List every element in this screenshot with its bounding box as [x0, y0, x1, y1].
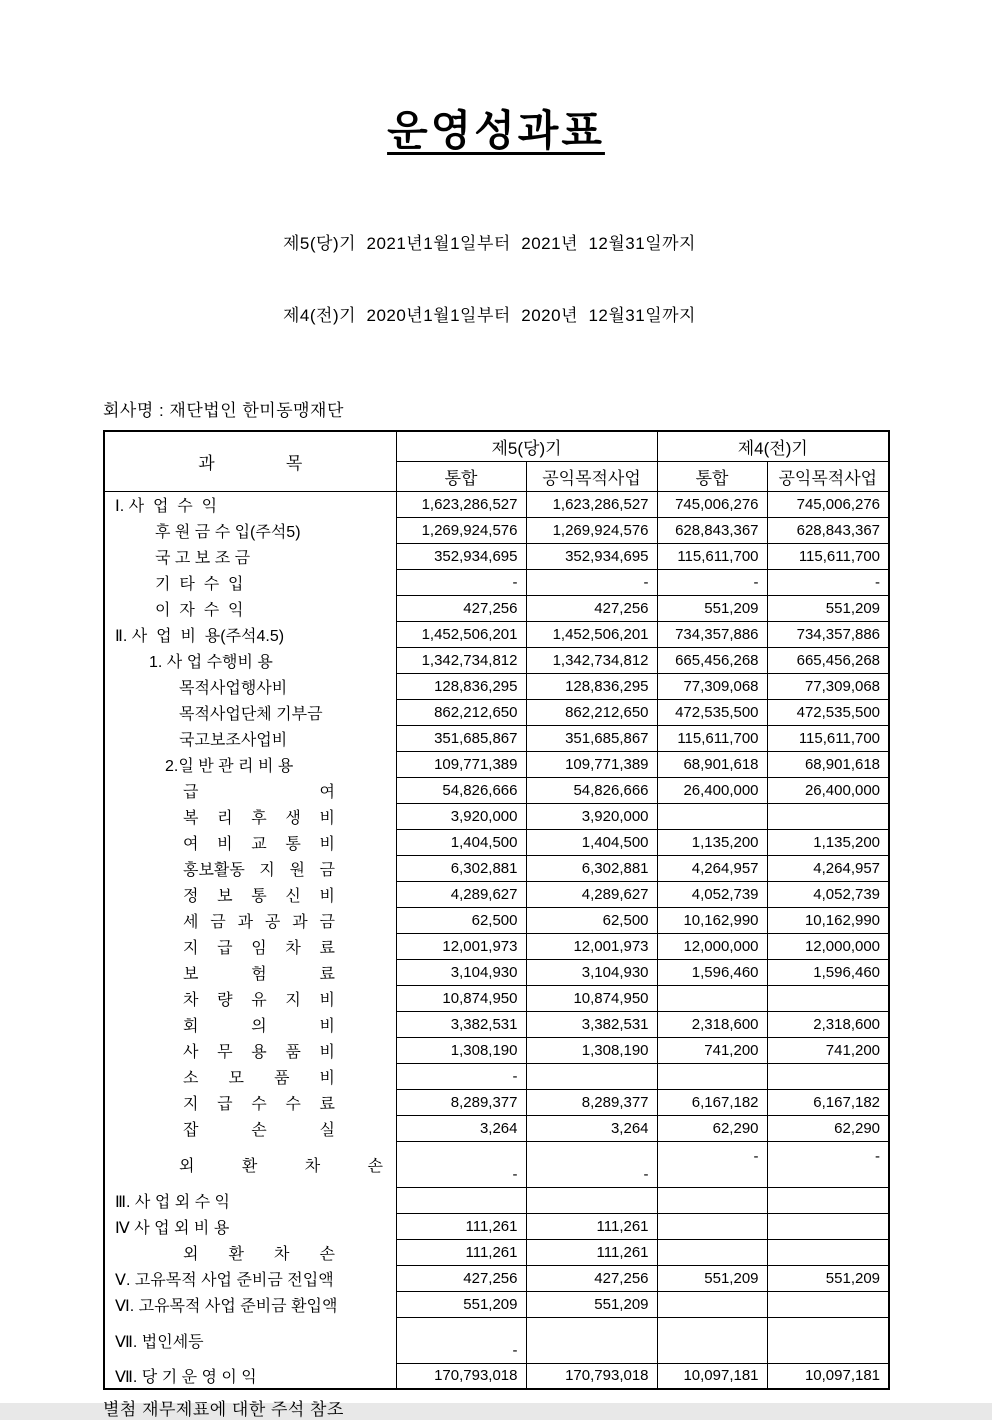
- account-label: 외 환 차 손: [183, 1245, 335, 1263]
- account-label-cell: [104, 1115, 396, 1141]
- col-header-public-purpose-previous: 공익목적사업: [767, 461, 889, 491]
- value-cell: 734,357,886: [767, 621, 889, 647]
- value-cell: 665,456,268: [767, 647, 889, 673]
- account-label-cell: Ⅶ. 법인세등: [104, 1317, 396, 1363]
- value-cell: 3,264: [396, 1115, 526, 1141]
- table-row: [104, 751, 889, 777]
- value-cell: 745,006,276: [657, 491, 767, 517]
- value-cell: 352,934,695: [526, 543, 657, 569]
- value-cell: 109,771,389: [526, 751, 657, 777]
- table-body: [104, 491, 889, 1389]
- value-cell: 3,264: [526, 1115, 657, 1141]
- value-cell: 1,342,734,812: [526, 647, 657, 673]
- value-cell: 665,456,268: [657, 647, 767, 673]
- table-row: [104, 1239, 889, 1265]
- value-cell: 3,382,531: [396, 1011, 526, 1037]
- table-row: [104, 829, 889, 855]
- table-row: [104, 777, 889, 803]
- value-cell: 111,261: [526, 1213, 657, 1239]
- value-cell: 4,264,957: [767, 855, 889, 881]
- table-row: [104, 725, 889, 751]
- value-cell: 472,535,500: [767, 699, 889, 725]
- table-row: [104, 1063, 889, 1089]
- account-label-cell: [104, 933, 396, 959]
- account-label-cell: 이 자 수 익: [104, 595, 396, 621]
- value-cell: 352,934,695: [396, 543, 526, 569]
- value-cell: 6,302,881: [396, 855, 526, 881]
- table-row: [104, 933, 889, 959]
- value-cell: 1,623,286,527: [526, 491, 657, 517]
- table-row: [104, 595, 889, 621]
- value-cell: 551,209: [767, 595, 889, 621]
- value-cell: [657, 1291, 767, 1317]
- account-label-cell: [104, 985, 396, 1011]
- account-label: 회 의 비: [183, 1017, 335, 1035]
- table-row: [104, 673, 889, 699]
- value-cell: 862,212,650: [396, 699, 526, 725]
- value-cell: 12,001,973: [526, 933, 657, 959]
- value-cell: 1,308,190: [526, 1037, 657, 1063]
- account-label-cell: [104, 1063, 396, 1089]
- value-cell: 745,006,276: [767, 491, 889, 517]
- value-cell: 62,500: [526, 907, 657, 933]
- account-label-cell: 1. 사 업 수행비 용: [104, 647, 396, 673]
- account-label: 잡 손 실: [183, 1121, 335, 1139]
- value-cell: 472,535,500: [657, 699, 767, 725]
- value-cell: 6,167,182: [767, 1089, 889, 1115]
- table-row: [104, 1037, 889, 1063]
- account-label-cell: [104, 803, 396, 829]
- value-cell: 111,261: [396, 1213, 526, 1239]
- table-row: [104, 803, 889, 829]
- table-row: [104, 569, 889, 595]
- value-cell: 1,452,506,201: [396, 621, 526, 647]
- value-cell: [657, 1063, 767, 1089]
- value-cell: 26,400,000: [767, 777, 889, 803]
- value-cell: 4,289,627: [526, 881, 657, 907]
- account-label: 정 보 통 신 비: [183, 887, 335, 905]
- account-label: 사 무 용 품 비: [183, 1043, 335, 1061]
- value-cell: 68,901,618: [657, 751, 767, 777]
- table-row: [104, 1141, 889, 1187]
- value-cell: 2,318,600: [767, 1011, 889, 1037]
- account-label-cell: [104, 881, 396, 907]
- value-cell: 427,256: [526, 1265, 657, 1291]
- value-cell: -: [767, 1141, 889, 1187]
- value-cell: 77,309,068: [657, 673, 767, 699]
- account-label-cell: [104, 829, 396, 855]
- account-label: 차 량 유 지 비: [183, 991, 335, 1009]
- account-label-cell: Ⅲ. 사 업 외 수 익: [104, 1187, 396, 1213]
- value-cell: 10,874,950: [396, 985, 526, 1011]
- account-label: 보 험 료: [183, 965, 335, 983]
- value-cell: 111,261: [526, 1239, 657, 1265]
- value-cell: 551,209: [657, 595, 767, 621]
- value-cell: 427,256: [396, 595, 526, 621]
- value-cell: [767, 1213, 889, 1239]
- value-cell: 54,826,666: [526, 777, 657, 803]
- value-cell: 128,836,295: [526, 673, 657, 699]
- value-cell: 115,611,700: [657, 543, 767, 569]
- value-cell: [657, 1317, 767, 1363]
- table-row: [104, 1115, 889, 1141]
- account-label: 외 환 차 손: [179, 1157, 383, 1175]
- table-row: [104, 1317, 889, 1363]
- value-cell: 628,843,367: [767, 517, 889, 543]
- value-cell: 741,200: [767, 1037, 889, 1063]
- account-label-cell: Ⅵ. 고유목적 사업 준비금 환입액: [104, 1291, 396, 1317]
- account-label-cell: 국 고 보 조 금: [104, 543, 396, 569]
- period-5-header: 제5(당)기: [396, 431, 657, 461]
- value-cell: 351,685,867: [396, 725, 526, 751]
- value-cell: 62,290: [767, 1115, 889, 1141]
- value-cell: 1,269,924,576: [396, 517, 526, 543]
- value-cell: 111,261: [396, 1239, 526, 1265]
- table-header: [104, 431, 889, 491]
- value-cell: 551,209: [767, 1265, 889, 1291]
- value-cell: 115,611,700: [767, 725, 889, 751]
- value-cell: 1,623,286,527: [396, 491, 526, 517]
- value-cell: 62,290: [657, 1115, 767, 1141]
- footnote: 별첨 재무제표에 대한 주석 참조: [103, 1400, 344, 1419]
- value-cell: [767, 985, 889, 1011]
- value-cell: 1,269,924,576: [526, 517, 657, 543]
- period-4-header: 제4(전)기: [657, 431, 889, 461]
- col-header-public-purpose-current: 공익목적사업: [526, 461, 657, 491]
- value-cell: 10,097,181: [657, 1363, 767, 1389]
- value-cell: 4,264,957: [657, 855, 767, 881]
- value-cell: 10,097,181: [767, 1363, 889, 1389]
- value-cell: [767, 1187, 889, 1213]
- value-cell: 62,500: [396, 907, 526, 933]
- value-cell: 8,289,377: [526, 1089, 657, 1115]
- account-label-cell: Ⅰ. 사 업 수 익: [104, 491, 396, 517]
- value-cell: 26,400,000: [657, 777, 767, 803]
- value-cell: 54,826,666: [396, 777, 526, 803]
- value-cell: -: [396, 1063, 526, 1089]
- value-cell: 6,302,881: [526, 855, 657, 881]
- table-row: [104, 517, 889, 543]
- account-label-cell: [104, 855, 396, 881]
- account-label-cell: Ⅶ. 당 기 운 영 이 익: [104, 1363, 396, 1389]
- value-cell: -: [396, 1141, 526, 1187]
- account-label-cell: 2.일 반 관 리 비 용: [104, 751, 396, 777]
- account-label-cell: [104, 1089, 396, 1115]
- table-row: [104, 1363, 889, 1389]
- table-row: [104, 1187, 889, 1213]
- subject-column-header-text: 과 목: [198, 453, 303, 473]
- value-cell: -: [657, 1141, 767, 1187]
- value-cell: [657, 803, 767, 829]
- value-cell: [767, 1063, 889, 1089]
- account-label-cell: 국고보조사업비: [104, 725, 396, 751]
- table-row: [104, 543, 889, 569]
- table-row: [104, 1291, 889, 1317]
- account-label-cell: 목적사업단체 기부금: [104, 699, 396, 725]
- value-cell: -: [657, 569, 767, 595]
- account-label: 복 리 후 생 비: [183, 809, 335, 827]
- value-cell: 115,611,700: [657, 725, 767, 751]
- value-cell: 12,000,000: [767, 933, 889, 959]
- value-cell: -: [396, 569, 526, 595]
- account-label-cell: Ⅴ. 고유목적 사업 준비금 전입액: [104, 1265, 396, 1291]
- account-label-cell: [104, 1037, 396, 1063]
- table-row: [104, 647, 889, 673]
- value-cell: 1,342,734,812: [396, 647, 526, 673]
- value-cell: 3,920,000: [396, 803, 526, 829]
- value-cell: 351,685,867: [526, 725, 657, 751]
- value-cell: [767, 1291, 889, 1317]
- table-row: [104, 621, 889, 647]
- value-cell: 1,135,200: [767, 829, 889, 855]
- account-label-cell: [104, 777, 396, 803]
- value-cell: [526, 1317, 657, 1363]
- col-header-total-previous: 통합: [657, 461, 767, 491]
- value-cell: [657, 1187, 767, 1213]
- value-cell: 10,874,950: [526, 985, 657, 1011]
- period-line-current: 제5(당)기 2021년1월1일부터 2021년 12월31일까지: [283, 234, 696, 253]
- value-cell: 2,318,600: [657, 1011, 767, 1037]
- value-cell: 1,596,460: [767, 959, 889, 985]
- value-cell: 77,309,068: [767, 673, 889, 699]
- value-cell: [767, 1317, 889, 1363]
- value-cell: 115,611,700: [767, 543, 889, 569]
- table-row: [104, 959, 889, 985]
- account-label-cell: [104, 1141, 396, 1187]
- value-cell: -: [767, 569, 889, 595]
- value-cell: 170,793,018: [526, 1363, 657, 1389]
- account-label: 여 비 교 통 비: [183, 835, 335, 853]
- col-header-total-current: 통합: [396, 461, 526, 491]
- value-cell: 170,793,018: [396, 1363, 526, 1389]
- value-cell: 741,200: [657, 1037, 767, 1063]
- value-cell: 3,382,531: [526, 1011, 657, 1037]
- value-cell: [657, 1213, 767, 1239]
- value-cell: 1,404,500: [396, 829, 526, 855]
- value-cell: 4,052,739: [657, 881, 767, 907]
- value-cell: 862,212,650: [526, 699, 657, 725]
- period-lines: [283, 184, 992, 376]
- account-label: 세 금 과 공 과 금: [183, 913, 335, 931]
- value-cell: -: [396, 1317, 526, 1363]
- value-cell: [526, 1063, 657, 1089]
- value-cell: [657, 985, 767, 1011]
- value-cell: [767, 803, 889, 829]
- table-row: [104, 1011, 889, 1037]
- account-label-cell: 후 원 금 수 입(주석5): [104, 517, 396, 543]
- table-row: [104, 1089, 889, 1115]
- value-cell: [767, 1239, 889, 1265]
- value-cell: 628,843,367: [657, 517, 767, 543]
- value-cell: 427,256: [526, 595, 657, 621]
- account-label-cell: [104, 907, 396, 933]
- account-label-cell: [104, 1011, 396, 1037]
- document-title: [0, 0, 992, 158]
- value-cell: [396, 1187, 526, 1213]
- value-cell: -: [526, 1141, 657, 1187]
- account-label: 급 여: [183, 783, 335, 801]
- account-label-cell: [104, 1239, 396, 1265]
- subject-column-header: [104, 431, 396, 491]
- value-cell: 3,104,930: [526, 959, 657, 985]
- value-cell: 551,209: [526, 1291, 657, 1317]
- value-cell: 68,901,618: [767, 751, 889, 777]
- value-cell: 10,162,990: [767, 907, 889, 933]
- value-cell: 4,289,627: [396, 881, 526, 907]
- value-cell: -: [526, 569, 657, 595]
- account-label-cell: 기 타 수 입: [104, 569, 396, 595]
- table-row: [104, 881, 889, 907]
- account-label-cell: [104, 959, 396, 985]
- value-cell: 3,920,000: [526, 803, 657, 829]
- header-row-periods: [104, 431, 889, 461]
- account-label: 지 급 임 차 료: [183, 939, 335, 957]
- value-cell: 1,596,460: [657, 959, 767, 985]
- account-label: 소 모 품 비: [183, 1069, 335, 1087]
- value-cell: 109,771,389: [396, 751, 526, 777]
- value-cell: [657, 1239, 767, 1265]
- value-cell: 8,289,377: [396, 1089, 526, 1115]
- value-cell: 3,104,930: [396, 959, 526, 985]
- table-row: [104, 1265, 889, 1291]
- value-cell: 4,052,739: [767, 881, 889, 907]
- company-name-line: 회사명 : 재단법인 한미동맹재단: [103, 401, 344, 420]
- table-row: [104, 491, 889, 517]
- table-row: [104, 699, 889, 725]
- value-cell: 551,209: [396, 1291, 526, 1317]
- value-cell: 12,001,973: [396, 933, 526, 959]
- table-row: [104, 985, 889, 1011]
- value-cell: 427,256: [396, 1265, 526, 1291]
- account-label-cell: 목적사업행사비: [104, 673, 396, 699]
- document-title-text: 운영성과표: [387, 107, 605, 154]
- table-row: [104, 1213, 889, 1239]
- value-cell: 128,836,295: [396, 673, 526, 699]
- account-label: 홍보활동 지 원 금: [183, 861, 335, 879]
- account-label-cell: Ⅳ 사 업 외 비 용: [104, 1213, 396, 1239]
- value-cell: 10,162,990: [657, 907, 767, 933]
- table-row: [104, 855, 889, 881]
- value-cell: 6,167,182: [657, 1089, 767, 1115]
- value-cell: 1,404,500: [526, 829, 657, 855]
- value-cell: 551,209: [657, 1265, 767, 1291]
- value-cell: 1,135,200: [657, 829, 767, 855]
- period-line-previous: 제4(전)기 2020년1월1일부터 2020년 12월31일까지: [283, 306, 696, 325]
- value-cell: 1,452,506,201: [526, 621, 657, 647]
- value-cell: 1,308,190: [396, 1037, 526, 1063]
- value-cell: [526, 1187, 657, 1213]
- account-label: 지 급 수 수 료: [183, 1095, 335, 1113]
- value-cell: 734,357,886: [657, 621, 767, 647]
- account-label-cell: Ⅱ. 사 업 비 용(주석4.5): [104, 621, 396, 647]
- financial-statement-table: [103, 430, 890, 1390]
- table-row: [104, 907, 889, 933]
- value-cell: 12,000,000: [657, 933, 767, 959]
